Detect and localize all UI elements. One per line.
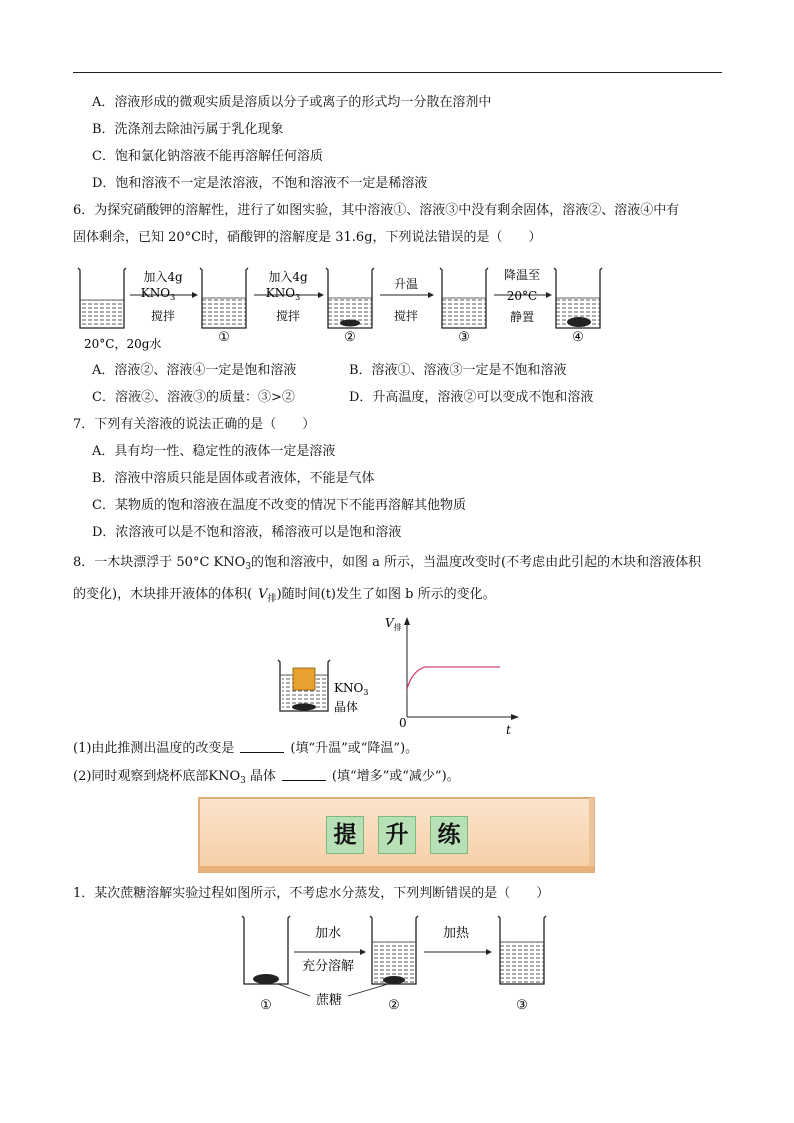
t1-stem: 1．某次蔗糖溶解实验过程如图所示，不考虑水分蒸发，下列判断错误的是（ ） [73, 886, 550, 901]
q8-stem2b: )随时间(t)发生了如图 b 所示的变化。 [276, 587, 496, 602]
q6-option-b: B．溶液①、溶液③一定是不饱和溶液 [349, 363, 567, 378]
beaker-1 [200, 268, 248, 328]
q5-option-b: B．洗涤剂去除油污属于乳化现象 [92, 122, 284, 137]
sugar-beaker-2 [370, 916, 418, 984]
y-axis-label: V [385, 616, 394, 630]
q8-sub1-b: (填“升温”或“降温”)。 [290, 741, 419, 756]
beaker-label-1: ① [218, 330, 230, 345]
q8-sub2-c: (填“增多”或“减少”)。 [331, 769, 460, 784]
step1-kno: KNO [140, 286, 171, 300]
step4-bottom: 静置 [509, 310, 535, 324]
step4-top: 降温至 [503, 268, 541, 282]
beaker-initial [78, 268, 126, 328]
x-axis-label: t [506, 723, 511, 737]
answer-blank-2[interactable] [282, 769, 326, 781]
step1-top: 加入4g [143, 270, 183, 284]
step2-top: 加入4g [268, 270, 308, 284]
crystal-label-kno: KNO [334, 681, 364, 695]
section-banner [198, 797, 595, 873]
arrow-step3 [380, 292, 434, 298]
q6-stem-line2: 固体剩余，已知 20°C时，硝酸钾的溶解度是 31.6g，下列说法错误的是（ ） [73, 230, 542, 245]
q7-option-c: C．某物质的饱和溶液在温度不改变的情况下不能再溶解其他物质 [92, 498, 466, 513]
svg-text:V排 [385, 616, 402, 632]
q8-stem-line2 [73, 587, 496, 607]
q7-option-d: D．浓溶液可以是不饱和溶液，稀溶液可以是饱和溶液 [92, 525, 402, 540]
crystal-residue [340, 320, 360, 327]
sugar-label: 蔗糖 [315, 993, 343, 1008]
step1-bottom: 搅拌 [150, 309, 176, 323]
q7-stem: 7．下列有关溶液的说法正确的是（ ） [73, 417, 316, 432]
q8-vsymbol-sub: 排 [267, 594, 277, 604]
initial-label: 20°C，20g水 [84, 337, 162, 351]
svg-text:KNO3 [266, 286, 300, 302]
step2-kno: KNO [265, 286, 296, 300]
q8-vsymbol: V [258, 587, 268, 602]
kno3-crystal [292, 704, 316, 711]
q8-stem1b: 的饱和溶液中，如图 a 所示，当温度改变时(不考虑由此引起的木块和溶液体积 [251, 555, 702, 570]
q6-option-d: D．升高温度，溶液②可以变成不饱和溶液 [349, 390, 594, 405]
q8-sub2-ksub: 3 [240, 776, 246, 786]
q7-option-a: A．具有均一性、稳定性的液体一定是溶液 [92, 444, 336, 459]
q8-stem1a: 8．一木块漂浮于 50°C KNO [73, 555, 246, 570]
origin-label: 0 [399, 716, 407, 730]
beaker-label-3: ③ [458, 330, 470, 345]
t1-label-3: ③ [516, 998, 528, 1013]
crystal-residue [567, 317, 591, 327]
sugar-pile [383, 976, 405, 984]
q8-stem-line1 [73, 555, 701, 575]
y-axis-sub: 排 [393, 623, 402, 632]
step2-bottom: 搅拌 [275, 309, 301, 323]
volume-curve [407, 667, 500, 689]
sugar-beaker-3 [498, 916, 546, 984]
beaker-with-wood-block [278, 660, 330, 711]
q5-option-c: C．饱和氯化钠溶液不能再溶解任何溶质 [92, 149, 323, 164]
answer-blank-1[interactable] [240, 741, 284, 753]
v-t-graph [404, 617, 519, 720]
q5-option-a: A．溶液形成的微观实质是溶质以分子或离子的形式均一分散在溶剂中 [92, 95, 492, 110]
step1-kno-sub: 3 [170, 293, 176, 302]
beaker-label-2: ② [344, 330, 356, 345]
q8-figure [268, 613, 528, 739]
step2-kno-sub: 3 [295, 293, 301, 302]
q8-stem1-sub: 3 [245, 562, 252, 572]
step3-top: 升温 [393, 277, 419, 291]
beaker-3 [440, 268, 488, 328]
t1-step1-top: 加水 [314, 926, 342, 941]
svg-text:KNO3 [334, 681, 368, 697]
banner-char-2: 升 [378, 816, 416, 854]
t1-label-1: ① [260, 998, 272, 1013]
crystal-label-bottom: 晶体 [334, 700, 359, 714]
step3-bottom: 搅拌 [393, 309, 419, 323]
q6-option-a: A．溶液②、溶液④一定是饱和溶液 [92, 363, 297, 378]
arrow-add-water [294, 949, 366, 955]
beaker-4 [554, 268, 602, 328]
t1-step1-bottom: 充分溶解 [301, 959, 355, 974]
q8-sub1 [73, 741, 418, 757]
sugar-beaker-1 [242, 916, 290, 984]
q8-sub2-kno: KNO [208, 769, 241, 784]
q8-stem2a: 的变化)，木块排开液体的体积( [73, 587, 253, 602]
q6-stem-line1: 6．为探究硝酸钾的溶解性，进行了如图实验，其中溶液①、溶液③中没有剩余固体，溶液②、溶液④中有 [73, 203, 680, 218]
banner-char-1: 提 [326, 816, 364, 854]
crystal-label-sub: 3 [363, 688, 369, 697]
wood-block [293, 668, 315, 690]
t1-step2-top: 加热 [442, 926, 470, 941]
header-rule [73, 72, 722, 73]
step4-mid: 20°C [506, 289, 538, 303]
banner-char-3: 练 [430, 816, 468, 854]
q8-sub2 [73, 769, 460, 789]
q7-option-b: B．溶液中溶质只能是固体或者液体，不能是气体 [92, 471, 375, 486]
sugar-pile [253, 974, 279, 984]
q6-option-c: C．溶液②、溶液③的质量：③>② [92, 390, 295, 405]
q8-sub2-b: 晶体 [249, 769, 276, 784]
beaker-label-4: ④ [572, 330, 584, 345]
q8-sub1-a: (1)由此推测出温度的改变是 [73, 741, 235, 756]
t1-figure [236, 912, 566, 1016]
q6-experiment-figure [70, 258, 630, 354]
arrow-heat [424, 949, 492, 955]
t1-label-2: ② [388, 998, 400, 1013]
beaker-2 [326, 268, 374, 328]
q8-sub2-a: (2)同时观察到烧杯底部 [73, 769, 209, 784]
q5-option-d: D．饱和溶液不一定是浓溶液，不饱和溶液不一定是稀溶液 [92, 176, 428, 191]
svg-text:KNO3 [141, 286, 175, 302]
